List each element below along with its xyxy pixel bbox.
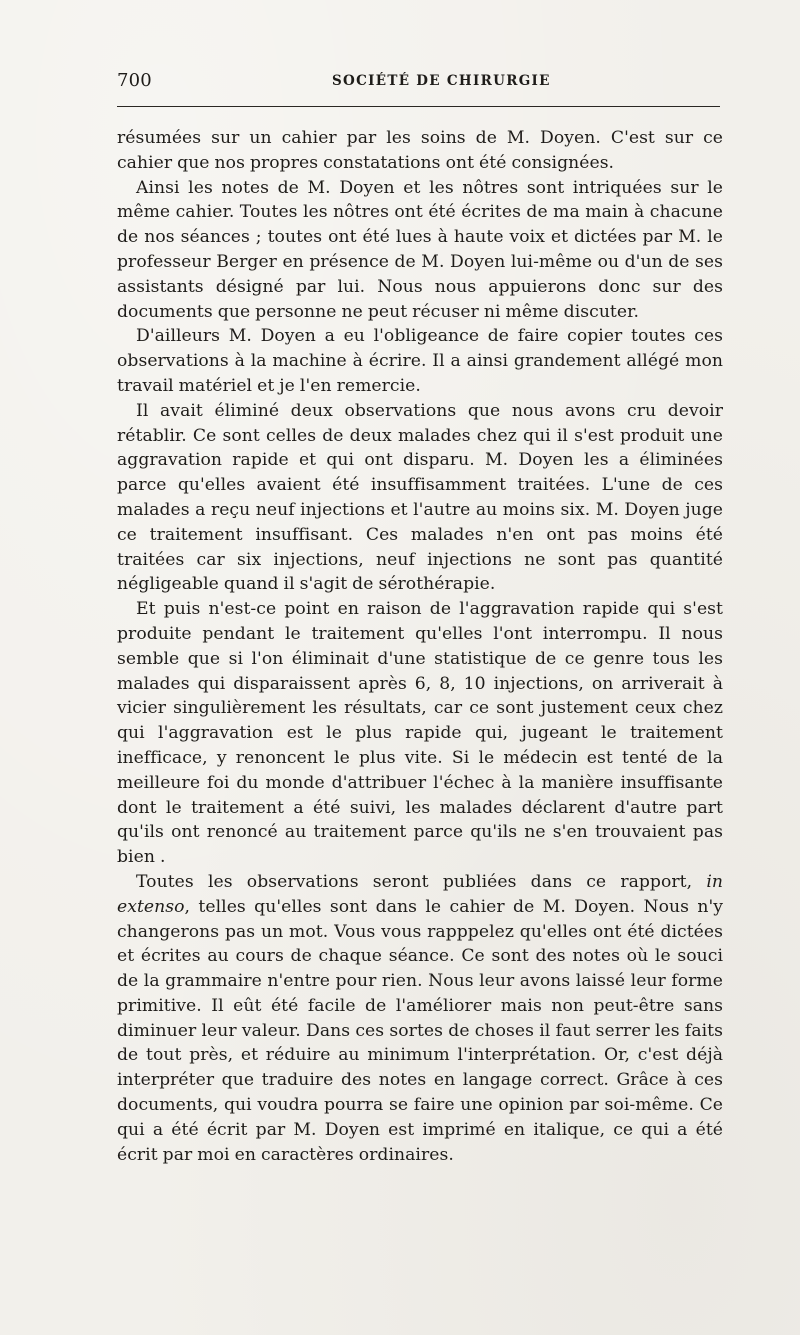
- italic-text: in extenso: [117, 871, 723, 917]
- paragraph: Il avait éliminé deux observations que nous avons cru devoir rétablir. Ce sont celles de deux malades chez qui il s'est produit une aggravation rapide et qui ont disparu. M. Doyen les a éliminées parce qu'elles avaient été insuffisamment traitées. L'une de ces malades a reçu neuf injections et l'autre au moins six. M. Doyen juge ce traitement insuffisant. Ces malades n'en ont pas moins été traitées car six injections, neuf injections ne sont pas quantité négligeable quand il s'agit de sérothérapie.: [117, 400, 723, 595]
- running-head: [117, 70, 720, 96]
- running-title: SOCIÉTÉ DE CHIRURGIE: [332, 73, 551, 89]
- paragraph: [117, 870, 723, 1168]
- paragraph: Ainsi les notes de M. Doyen et les nôtres sont intriquées sur le même cahier. Toutes les nôtres ont été écrites de ma main à chacune de nos séances ; toutes ont été lues à haute voix et dictées par M. le professeur Berger en présence de M. Doyen lui-même ou d'un de ses assistants désigné par lui. Nous nous appuierons donc sur des documents que personne ne peut récuser ni même discuter.: [117, 177, 723, 322]
- paragraph-text: , telles qu'elles sont dans le cahier de M. Doyen. Nous n'y changerons pas un mot. Vous vous rapppelez qu'elles ont été dictées et écrites au cours de chaque séance. Ce sont des notes où le souci de la grammaire n'entre pour rien. Nous leur avons laissé leur forme primitive. Il eût été facile de l'améliorer mais non peut-être sans diminuer leur valeur. Dans ces sortes de choses il faut serrer les faits de tout près, et réduire au minimum l'interprétation. Or, c'est déjà interpréter que traduire des notes en langage correct. Grâce à ces documents, qui voudra pourra se faire une opinion par soi-même. Ce qui a été écrit par M. Doyen est imprimé en italique, ce qui a été écrit par moi en caractères ordinaires.: [117, 896, 723, 1165]
- page-number: 700: [117, 70, 152, 91]
- paragraph: D'ailleurs M. Doyen a eu l'obligeance de faire copier toutes ces observations à la machine à écrire. Il a ainsi grandement allégé mon travail matériel et je l'en remercie.: [117, 326, 723, 396]
- body-text: [117, 126, 723, 1167]
- paragraph: Et puis n'est-ce point en raison de l'aggravation rapide qui s'est produite pendant le traitement qu'elles l'ont interrompu. Il nous semble que si l'on éliminait d'une statistique de ce genre tous les malades qui disparaissent après 6, 8, 10 injections, on arriverait à vicier singulièrement les résultats, car ce sont justement ceux chez qui l'aggravation est le plus rapide qui, jugeant le traitement inefficace, y renoncent le plus vite. Si le médecin est tenté de la meilleure foi du monde d'attribuer l'échec à la manière insuffisante dont le traitement a été suivi, les malades déclarent d'autre part qu'ils ont renoncé au traitement parce qu'ils ne s'en trouvaient pas bien .: [117, 599, 723, 868]
- paragraph-text: Toutes les observations seront publiées dans ce rapport,: [136, 871, 707, 892]
- header-rule: [117, 106, 720, 107]
- paragraph-continued: résumées sur un cahier par les soins de M. Doyen. C'est sur ce cahier que nos propres constatations ont été consignées.: [117, 128, 723, 173]
